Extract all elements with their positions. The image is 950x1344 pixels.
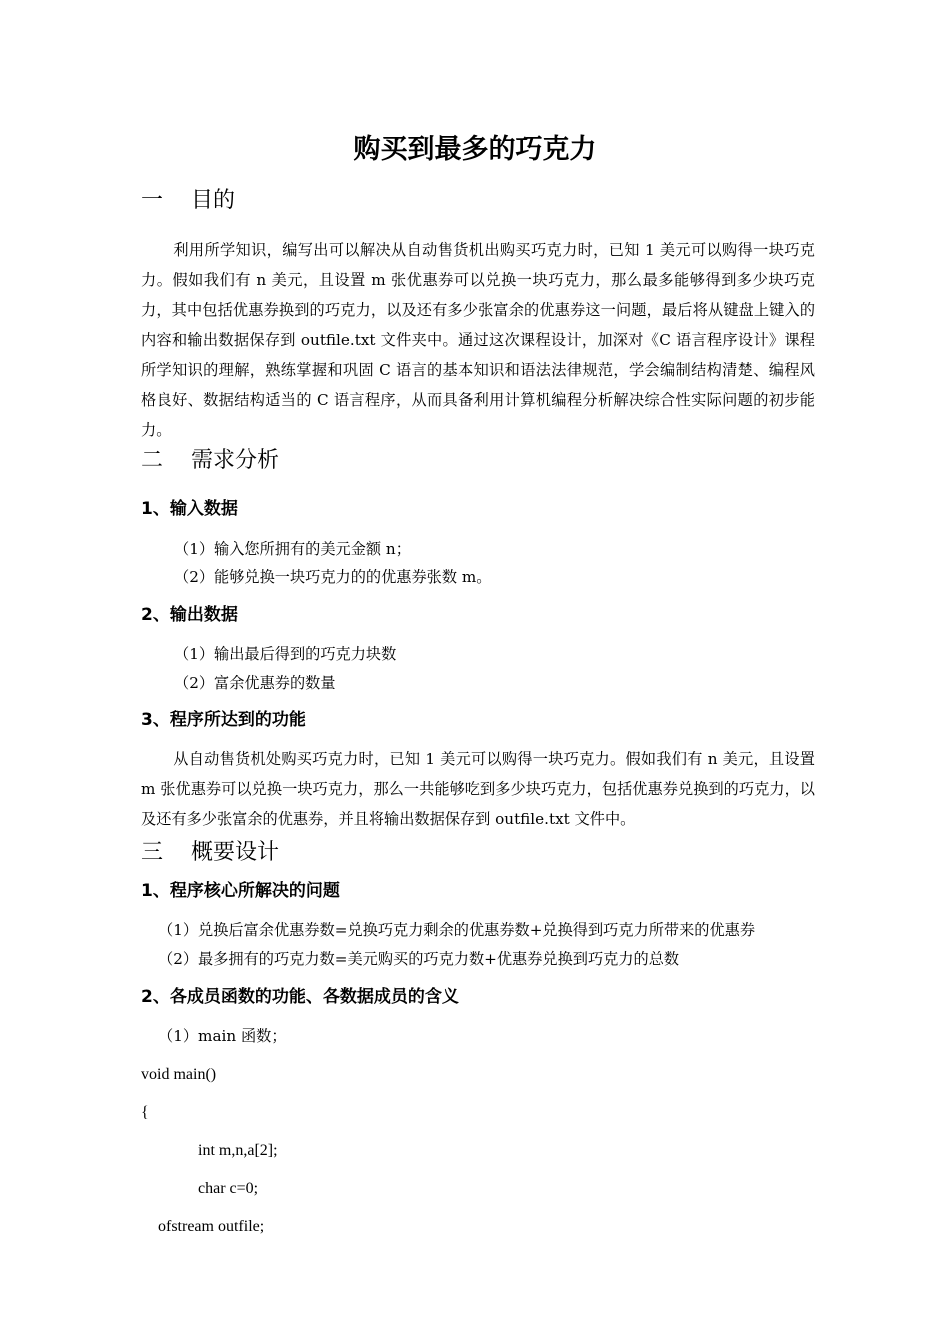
code-line: int m,n,a[2]; xyxy=(198,1142,278,1159)
list-item: （1）兑换后富余优惠券数=兑换巧克力剩余的优惠券数+兑换得到巧克力所带来的优惠券 xyxy=(158,921,756,939)
section-heading-requirements: 二 需求分析 xyxy=(141,448,279,473)
subheading-program-function: 3、程序所达到的功能 xyxy=(141,710,306,730)
function-paragraph-text: 从自动售货机处购买巧克力时，已知 1 美元可以购得一块巧克力。假如我们有 n 美元，且设置 m 张优惠券可以兑换一块巧克力，那么一共能够吃到多少块巧克力，包括优惠券兑换到的巧克力，以及还有多少张富余的优惠券，并且将输出数据保存到 outfile.txt 文件中。 xyxy=(141,750,815,828)
purpose-paragraph xyxy=(141,235,815,445)
list-item: （1）main 函数； xyxy=(158,1027,287,1045)
code-line: char c=0; xyxy=(198,1180,259,1197)
code-line: { xyxy=(141,1104,149,1121)
document-title: 购买到最多的巧克力 xyxy=(353,134,597,165)
section-heading-purpose: 一 目的 xyxy=(141,188,235,213)
subheading-input-data: 1、输入数据 xyxy=(141,499,238,519)
subheading-core-problem: 1、程序核心所解决的问题 xyxy=(141,881,340,901)
list-item: （2）最多拥有的巧克力数=美元购买的巧克力数+优惠券兑换到巧克力的总数 xyxy=(158,950,680,968)
list-item: （2）能够兑换一块巧克力的的优惠券张数 m。 xyxy=(174,568,492,586)
function-paragraph xyxy=(141,744,815,834)
purpose-paragraph-text: 利用所学知识，编写出可以解决从自动售货机出购买巧克力时，已知 1 美元可以购得一块巧克力。假如我们有 n 美元，且设置 m 张优惠券可以兑换一块巧克力，那么最多能够得到多少块巧克力，其中包括优惠券换到的巧克力，以及还有多少张富余的优惠券这一问题，最后将从键盘上键入的内容和输出数据保存到 outfile.txt 文件夹中。通过这次课程设计，加深对《C 语言程序设计》课程所学知识的理解，熟练掌握和巩固 C 语言的基本知识和语法法律规范，学会编制结构清楚、编程风格良好、数据结构适当的 C 语言程序，从而具备利用计算机编程分析解决综合性实际问题的初步能力。 xyxy=(141,241,815,439)
list-item: （2）富余优惠券的数量 xyxy=(174,674,336,692)
code-line: ofstream outfile; xyxy=(158,1218,265,1235)
subheading-output-data: 2、输出数据 xyxy=(141,605,238,625)
subheading-member-functions: 2、各成员函数的功能、各数据成员的含义 xyxy=(141,987,459,1007)
list-item: （1）输入您所拥有的美元金额 n； xyxy=(174,540,411,558)
list-item: （1）输出最后得到的巧克力块数 xyxy=(174,645,397,663)
section-heading-design: 三 概要设计 xyxy=(141,840,279,865)
code-line: void main() xyxy=(141,1066,217,1083)
